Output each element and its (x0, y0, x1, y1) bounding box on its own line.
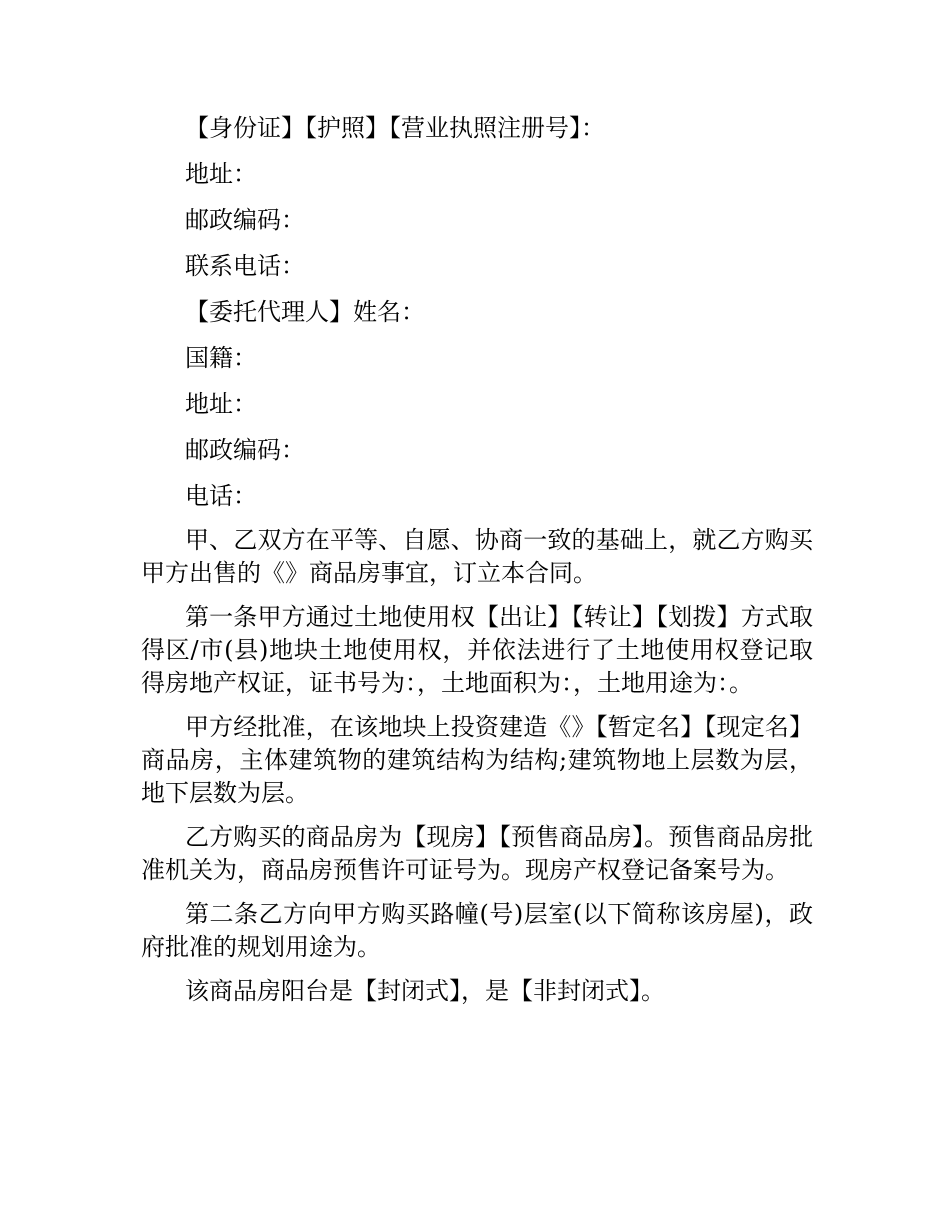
balcony-paragraph: 该商品房阳台是【封闭式】，是【非封闭式】。 (185, 977, 665, 1005)
housing-type-paragraph: 乙方购买的商品房为【现房】【预售商品房】。预售商品房批准机关为，商品房预售许可证号为。现房产权登记备案号为。 (141, 823, 813, 884)
article-2-paragraph: 第二条乙方向甲方购买路幢(号)层室(以下简称该房屋)，政府批准的规划用途为。 (141, 900, 813, 961)
phone-line: 联系电话： (185, 252, 305, 280)
nationality-line: 国籍： (185, 344, 257, 372)
postal-code-line: 邮政编码： (185, 206, 305, 234)
construction-paragraph: 甲方经批准，在该地块上投资建造《》【暂定名】【现定名】商品房，主体建筑物的建筑结构为结构;建筑物地上层数为层，地下层数为层。 (141, 713, 813, 807)
agent-phone-line: 电话： (185, 482, 257, 510)
preamble-paragraph: 甲、乙双方在平等、自愿、协商一致的基础上，就乙方购买甲方出售的《》商品房事宜，订立本合同。 (141, 526, 813, 587)
agent-name-line: 【委托代理人】姓名： (185, 298, 425, 326)
article-1-paragraph: 第一条甲方通过土地使用权【出让】【转让】【划拨】方式取得区/市(县)地块土地使用权，并依法进行了土地使用权登记取得房地产权证，证书号为：，土地面积为：，土地用途为：。 (141, 603, 813, 697)
agent-postal-code-line: 邮政编码： (185, 436, 305, 464)
address-line: 地址： (185, 160, 257, 188)
agent-address-line: 地址： (185, 390, 257, 418)
document-body (141, 110, 813, 1008)
id-document-line: 【身份证】【护照】【营业执照注册号】： (185, 114, 605, 142)
